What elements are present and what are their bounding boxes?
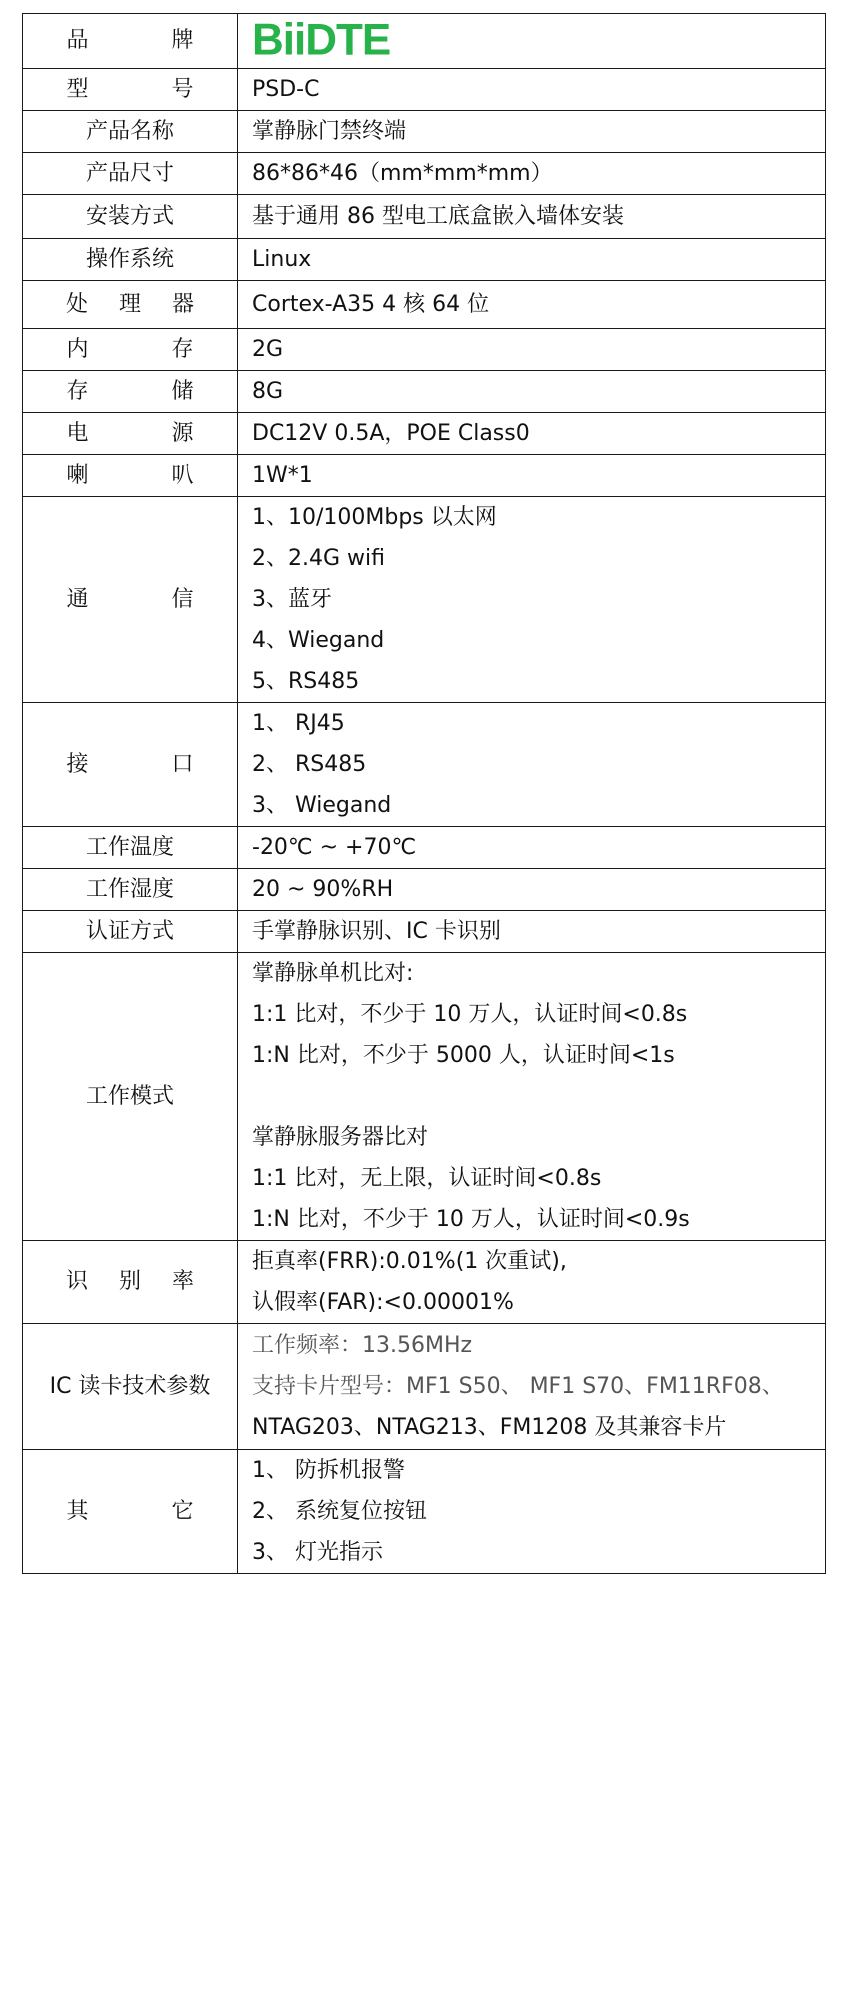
spec-row-install — [23, 195, 826, 239]
spec-label-text: 工作湿度 — [85, 876, 174, 902]
spec-label — [23, 69, 238, 111]
spec-value-line: 2、2.4G wifi — [252, 546, 385, 571]
spec-value — [238, 413, 826, 455]
spec-value — [238, 14, 826, 69]
spec-row-comm — [23, 497, 826, 703]
spec-value — [238, 953, 826, 1241]
spec-value-line: Cortex-A35 4 核 64 位 — [252, 291, 490, 317]
spec-label — [23, 703, 238, 827]
spec-label — [23, 455, 238, 497]
spec-row-cpu — [23, 281, 826, 329]
spec-label — [23, 497, 238, 703]
spec-label — [23, 869, 238, 911]
spec-value — [238, 827, 826, 869]
spec-value-line: 2、 系统复位按钮 — [252, 1499, 427, 1524]
spec-value-line: 4、Wiegand — [252, 628, 385, 653]
spec-label-text: 电 源 — [66, 420, 232, 446]
spec-label-text: 工作模式 — [85, 1083, 174, 1109]
spec-value-line: 1、 防拆机报警 — [252, 1458, 405, 1483]
spec-value-line: 1:N 比对，不少于 5000 人，认证时间<1s — [252, 1043, 675, 1068]
spec-row-recognition — [23, 1241, 826, 1324]
spec-label-text: IC 读卡技术参数 — [49, 1373, 211, 1399]
spec-label-text: 产品名称 — [85, 118, 174, 144]
spec-table — [22, 13, 826, 1574]
spec-label-text: 操作系统 — [85, 246, 174, 272]
spec-row-os — [23, 239, 826, 281]
spec-label — [23, 911, 238, 953]
spec-value-line: 1、10/100Mbps 以太网 — [252, 505, 497, 530]
spec-value — [238, 703, 826, 827]
spec-table-body — [23, 14, 826, 1574]
spec-value-line: NTAG203、NTAG213、FM1208 及其兼容卡片 — [252, 1415, 727, 1440]
spec-row-work-humidity — [23, 869, 826, 911]
spec-label — [23, 827, 238, 869]
spec-label-text: 认证方式 — [85, 918, 174, 944]
spec-value-line — [252, 1076, 825, 1117]
spec-label-text: 通 信 — [66, 586, 232, 612]
spec-value-line: 手掌静脉识别、IC 卡识别 — [252, 918, 501, 944]
spec-row-interface — [23, 703, 826, 827]
spec-label — [23, 413, 238, 455]
spec-row-auth — [23, 911, 826, 953]
spec-label-text: 工作温度 — [85, 834, 174, 860]
spec-label — [23, 1241, 238, 1324]
spec-value-line: 拒真率(FRR):0.01%(1 次重试), — [252, 1249, 567, 1274]
spec-value-line: PSD-C — [252, 76, 320, 102]
spec-label-text: 安装方式 — [85, 203, 174, 229]
spec-value — [238, 329, 826, 371]
spec-value-line: 8G — [252, 378, 284, 404]
spec-label-text: 识 别 率 — [66, 1269, 206, 1295]
spec-row-ic-params — [23, 1324, 826, 1450]
spec-label-text: 处 理 器 — [66, 291, 206, 317]
spec-row-model — [23, 69, 826, 111]
spec-row-power — [23, 413, 826, 455]
spec-label-text: 存 储 — [66, 378, 232, 404]
spec-value-line: 掌静脉单机比对: — [252, 961, 414, 986]
spec-value-line: 2、 RS485 — [252, 752, 367, 777]
spec-label — [23, 153, 238, 195]
spec-value — [238, 1241, 826, 1324]
spec-label — [23, 329, 238, 371]
spec-value-line: 1W*1 — [252, 462, 313, 488]
spec-value-line: 3、 灯光指示 — [252, 1540, 383, 1565]
spec-label — [23, 371, 238, 413]
spec-value-line: 支持卡片型号：MF1 S50、 MF1 S70、FM11RF08、 — [252, 1374, 784, 1399]
spec-label — [23, 1324, 238, 1450]
spec-value-line: 2G — [252, 336, 284, 362]
spec-row-work-mode — [23, 953, 826, 1241]
spec-row-product-name — [23, 111, 826, 153]
spec-value-line: 掌静脉门禁终端 — [252, 118, 407, 144]
spec-value-line: Linux — [252, 246, 312, 272]
spec-label-text: 其 它 — [66, 1498, 232, 1524]
spec-label — [23, 281, 238, 329]
spec-label — [23, 14, 238, 69]
spec-value — [238, 911, 826, 953]
spec-value — [238, 1450, 826, 1574]
spec-value-line: -20℃ ~ +70℃ — [252, 834, 417, 860]
spec-label-text: 产品尺寸 — [85, 160, 174, 186]
spec-label-text: 品 牌 — [66, 28, 232, 54]
spec-value-line: 1、 RJ45 — [252, 711, 345, 736]
spec-row-work-temp — [23, 827, 826, 869]
spec-value-line: 3、蓝牙 — [252, 587, 332, 612]
spec-row-other — [23, 1450, 826, 1574]
spec-value — [238, 195, 826, 239]
spec-value — [238, 281, 826, 329]
spec-value-line: 1:1 比对，不少于 10 万人，认证时间<0.8s — [252, 1002, 688, 1027]
spec-value — [238, 1324, 826, 1450]
spec-row-product-size — [23, 153, 826, 195]
spec-label-text: 接 口 — [66, 751, 232, 777]
spec-value-line: 5、RS485 — [252, 669, 360, 694]
spec-value — [238, 371, 826, 413]
spec-value-line: 20 ~ 90%RH — [252, 876, 394, 902]
spec-label — [23, 239, 238, 281]
spec-value — [238, 111, 826, 153]
spec-value — [238, 869, 826, 911]
spec-label — [23, 195, 238, 239]
spec-label — [23, 1450, 238, 1574]
spec-value — [238, 69, 826, 111]
spec-value-line: 86*86*46（mm*mm*mm） — [252, 160, 553, 186]
spec-value-line: 1:1 比对，无上限，认证时间<0.8s — [252, 1166, 602, 1191]
spec-value-line: 认假率(FAR):<0.00001% — [252, 1290, 514, 1315]
spec-label-text: 内 存 — [66, 336, 232, 362]
spec-value-line: 1:N 比对，不少于 10 万人，认证时间<0.9s — [252, 1207, 690, 1232]
spec-value-line: 工作频率：13.56MHz — [252, 1333, 473, 1358]
spec-value — [238, 455, 826, 497]
spec-value — [238, 497, 826, 703]
brand-logo: BiiDTE — [252, 14, 391, 65]
spec-row-storage — [23, 371, 826, 413]
spec-value — [238, 153, 826, 195]
spec-label — [23, 953, 238, 1241]
spec-label-text: 喇 叭 — [66, 462, 232, 488]
spec-value-line: DC12V 0.5A，POE Class0 — [252, 420, 530, 446]
spec-label-text: 型 号 — [66, 76, 232, 102]
spec-value-line: 掌静脉服务器比对 — [252, 1125, 429, 1150]
spec-value-line: 3、 Wiegand — [252, 793, 392, 818]
spec-row-speaker — [23, 455, 826, 497]
spec-value-line: 基于通用 86 型电工底盒嵌入墙体安装 — [252, 203, 624, 229]
spec-value — [238, 239, 826, 281]
spec-label — [23, 111, 238, 153]
spec-row-memory — [23, 329, 826, 371]
spec-row-brand — [23, 14, 826, 69]
